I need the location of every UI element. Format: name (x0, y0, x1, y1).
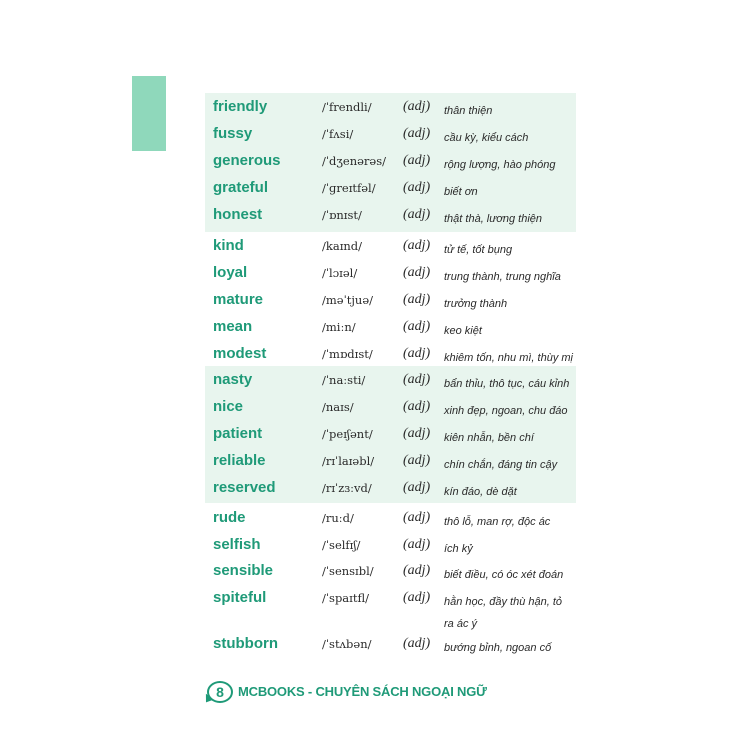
vocab-word: selfish (213, 536, 261, 553)
vocab-part-of-speech: (adj) (403, 99, 431, 114)
vocab-word: fussy (213, 125, 253, 142)
vocab-word: loyal (213, 264, 248, 281)
vocab-meaning: bướng bỉnh, ngoan cố (444, 642, 552, 654)
footer-publisher-text: MCBOOKS - CHUYÊN SÁCH NGOẠI NGỮ (238, 684, 487, 699)
vocab-pronunciation: /naɪs/ (322, 400, 354, 414)
vocab-word: friendly (213, 98, 268, 115)
vocab-word: mature (213, 291, 264, 308)
vocab-part-of-speech: (adj) (403, 126, 431, 141)
vocab-part-of-speech: (adj) (403, 563, 431, 578)
vocab-meaning: biết điều, có óc xét đoán (444, 569, 564, 581)
vocab-pronunciation: /ˈpeɪʃənt/ (322, 427, 373, 441)
vocab-pronunciation: /ˈfrendli/ (322, 100, 372, 114)
vocab-pronunciation: /ˈselfɪʃ/ (322, 538, 361, 552)
vocab-part-of-speech: (adj) (403, 346, 431, 361)
vocab-meaning: trưởng thành (444, 298, 508, 310)
vocab-meaning: trung thành, trung nghĩa (444, 271, 561, 283)
vocab-meaning: khiêm tốn, nhu mì, thùy mị (444, 352, 573, 364)
vocab-pronunciation: /kaɪnd/ (322, 239, 363, 253)
vocab-pronunciation: /ˈɒnɪst/ (322, 208, 362, 222)
vocab-part-of-speech: (adj) (403, 636, 431, 651)
vocab-word: grateful (213, 179, 269, 196)
page-number-badge (207, 681, 233, 703)
vocab-meaning: chín chắn, đáng tin cậy (444, 459, 558, 471)
vocab-word: honest (213, 206, 263, 223)
vocab-word: spiteful (213, 589, 267, 606)
vocab-meaning: thô lỗ, man rợ, độc ác (444, 516, 551, 528)
vocab-part-of-speech: (adj) (403, 238, 431, 253)
vocab-part-of-speech: (adj) (403, 480, 431, 495)
vocab-pronunciation: /ˈfʌsi/ (322, 127, 354, 141)
vocab-meaning: cầu kỳ, kiểu cách (444, 132, 529, 144)
vocab-part-of-speech: (adj) (403, 180, 431, 195)
vocab-pronunciation: /ˈlɔɪəl/ (322, 266, 358, 280)
vocab-meaning: kín đáo, dè dặt (444, 486, 517, 498)
vocab-meaning: thân thiện (444, 105, 493, 117)
vocab-word: stubborn (213, 635, 278, 652)
vocab-word: mean (213, 318, 253, 335)
vocab-meaning: rộng lượng, hào phóng (444, 159, 556, 171)
vocab-pronunciation: /ˈdʒenərəs/ (322, 154, 386, 168)
vocab-word: nasty (213, 371, 253, 388)
vocab-meaning: thật thà, lương thiện (444, 213, 543, 225)
vocab-word: reliable (213, 452, 266, 469)
vocab-pronunciation: /miːn/ (322, 320, 356, 334)
vocab-pronunciation: /ˈstʌbən/ (322, 637, 372, 651)
vocab-meaning: bẩn thỉu, thô tục, cáu kỉnh (444, 378, 570, 390)
vocab-part-of-speech: (adj) (403, 510, 431, 525)
vocab-word: nice (213, 398, 244, 415)
vocab-part-of-speech: (adj) (403, 372, 431, 387)
vocab-meaning: keo kiệt (444, 325, 482, 337)
vocab-part-of-speech: (adj) (403, 399, 431, 414)
vocab-pronunciation: /məˈtjuə/ (322, 293, 374, 307)
vocab-meaning: xinh đẹp, ngoan, chu đáo (444, 405, 568, 417)
vocab-pronunciation: /rɪˈzɜːvd/ (322, 481, 372, 495)
vocab-word: reserved (213, 479, 276, 496)
vocab-part-of-speech: (adj) (403, 207, 431, 222)
vocab-meaning: hằn học, đầy thù hận, tỏ ra ác ý (444, 596, 563, 630)
vocab-part-of-speech: (adj) (403, 453, 431, 468)
vocab-part-of-speech: (adj) (403, 426, 431, 441)
side-tab-marker (132, 76, 166, 151)
vocab-part-of-speech: (adj) (403, 590, 431, 605)
vocab-part-of-speech: (adj) (403, 537, 431, 552)
vocab-pronunciation: /rɪˈlaɪəbl/ (322, 454, 375, 468)
vocab-meaning: biết ơn (444, 186, 478, 198)
vocab-meaning: kiên nhẫn, bền chí (444, 432, 534, 444)
vocab-pronunciation: /ˈsensɪbl/ (322, 564, 374, 578)
vocab-pronunciation: /ˈmɒdɪst/ (322, 347, 373, 361)
vocab-meaning: tử tế, tốt bụng (444, 244, 513, 256)
vocab-meaning: ích kỷ (444, 543, 473, 555)
vocab-pronunciation: /ˈɡreɪtfəl/ (322, 181, 376, 195)
vocab-part-of-speech: (adj) (403, 319, 431, 334)
vocab-part-of-speech: (adj) (403, 265, 431, 280)
vocab-word: kind (213, 237, 244, 254)
page-number: 8 (216, 684, 224, 700)
vocab-part-of-speech: (adj) (403, 153, 431, 168)
vocab-pronunciation: /ruːd/ (322, 511, 354, 525)
vocab-word: generous (213, 152, 281, 169)
vocab-pronunciation: /ˈspaɪtfl/ (322, 591, 369, 605)
vocab-word: sensible (213, 562, 274, 579)
vocab-word: modest (213, 345, 267, 362)
vocab-part-of-speech: (adj) (403, 292, 431, 307)
vocab-word: rude (213, 509, 246, 526)
vocab-pronunciation: /ˈnaːsti/ (322, 373, 366, 387)
vocab-word: patient (213, 425, 263, 442)
